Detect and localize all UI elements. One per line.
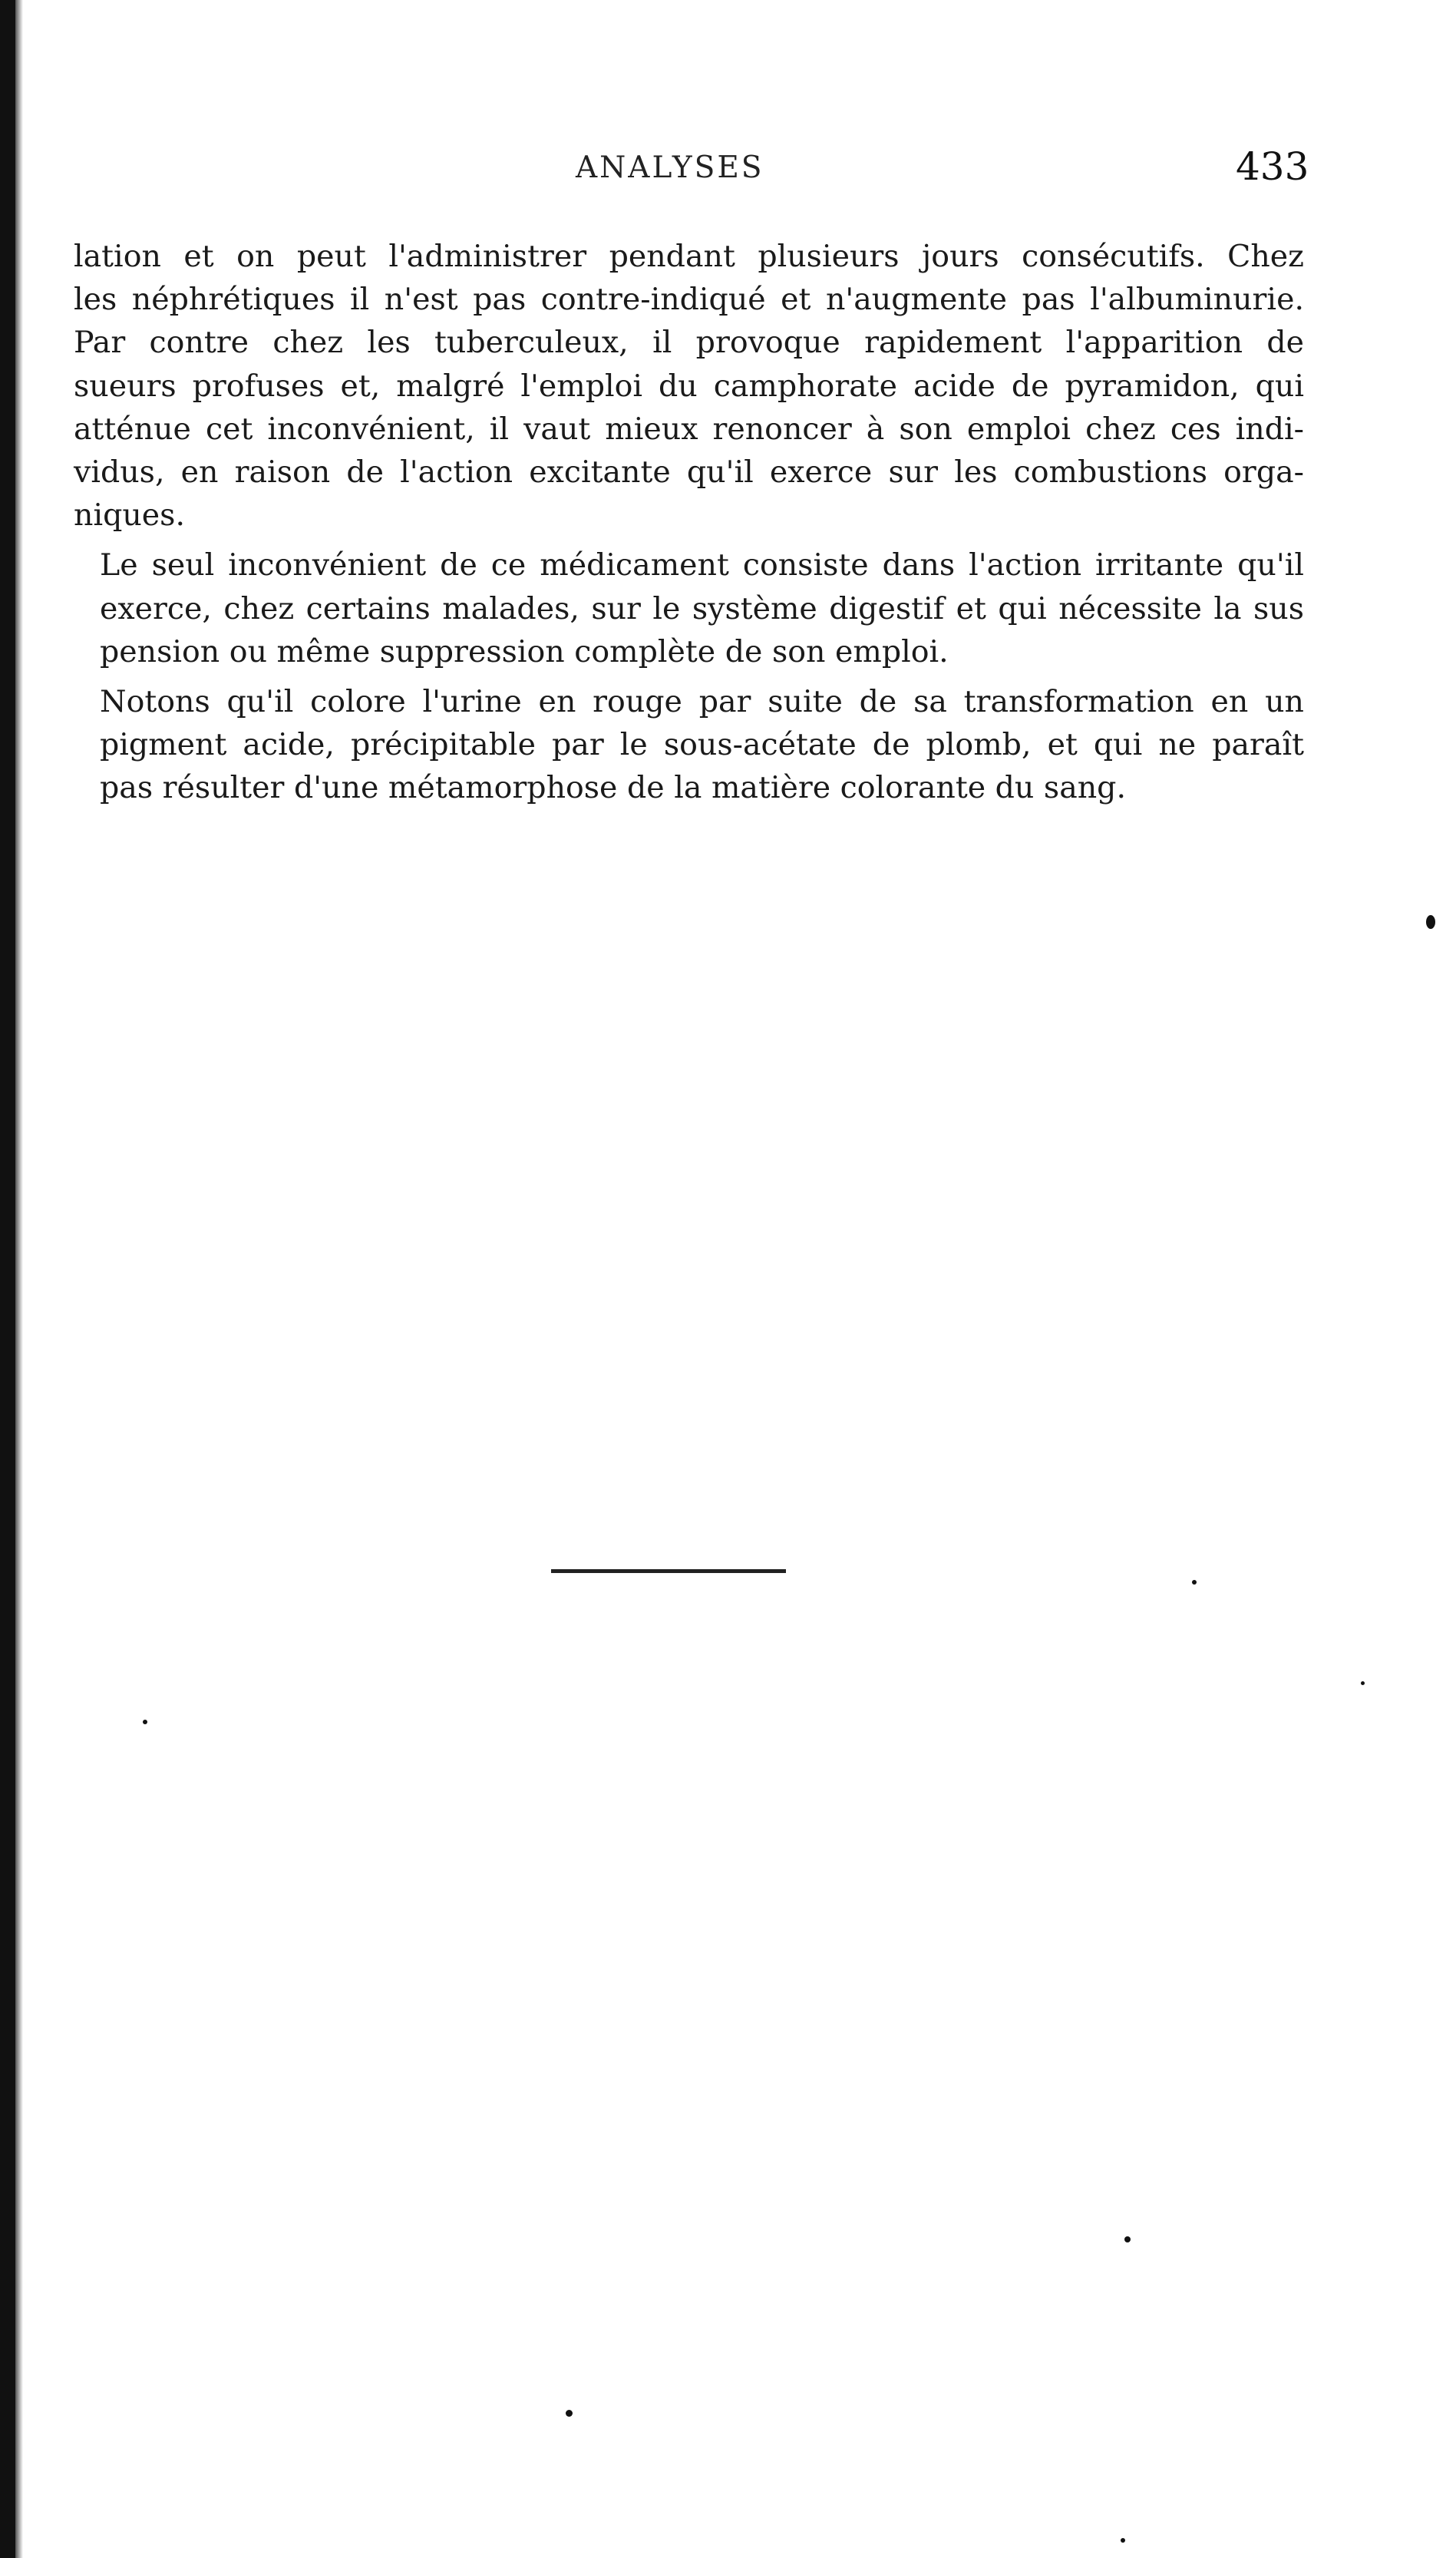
text-line: Par contre chez les tuberculeux, il provoque rapidement l'apparition de [74, 325, 1304, 361]
text-line: les néphrétiques il n'est pas contre-indiqué et n'augmente pas l'albuminurie. [74, 282, 1304, 318]
scan-speck [143, 1720, 147, 1724]
text-line: Le seul inconvénient de ce médicament consiste dans l'action irritante qu'il [100, 547, 1304, 583]
scan-binding-edge [0, 0, 15, 2558]
text-line: vidus, en raison de l'action excitante qu'il exerce sur les combustions orga- [74, 454, 1304, 491]
text-line: sueurs profuses et, malgré l'emploi du camphorate acide de pyramidon, qui [74, 368, 1304, 404]
running-title: ANALYSES [576, 150, 764, 185]
scan-speck [566, 2410, 573, 2417]
scan-speck [1121, 2538, 1125, 2543]
body-text [74, 235, 1304, 817]
scan-speck [1426, 915, 1435, 929]
scan-speck [1361, 1681, 1365, 1685]
paragraph-1 [74, 235, 1304, 537]
scan-speck [1192, 1580, 1197, 1585]
text-line: pas résulter d'une métamorphose de la matière colorante du sang. [100, 770, 1127, 806]
paragraph-2 [74, 544, 1304, 673]
text-line: atténue cet inconvénient, il vaut mieux renoncer à son emploi chez ces indi- [74, 411, 1304, 447]
paragraph-3 [74, 680, 1304, 810]
text-line: Notons qu'il colore l'urine en rouge par suite de sa transformation en un [100, 684, 1304, 720]
text-line: exerce, chez certains malades, sur le système digestif et qui nécessite la sus [100, 590, 1304, 626]
text-line: pigment acide, précipitable par le sous-acétate de plomb, et qui ne paraît [100, 727, 1304, 763]
text-line: lation et on peut l'administrer pendant plusieurs jours consécutifs. Chez [74, 239, 1304, 274]
section-end-rule [551, 1569, 786, 1573]
text-line: pension ou même suppression complète de son emploi. [100, 633, 949, 669]
running-head [0, 144, 1456, 198]
scan-speck [1124, 2236, 1131, 2242]
text-line: niques. [74, 497, 186, 534]
page-number: 433 [1236, 144, 1309, 189]
